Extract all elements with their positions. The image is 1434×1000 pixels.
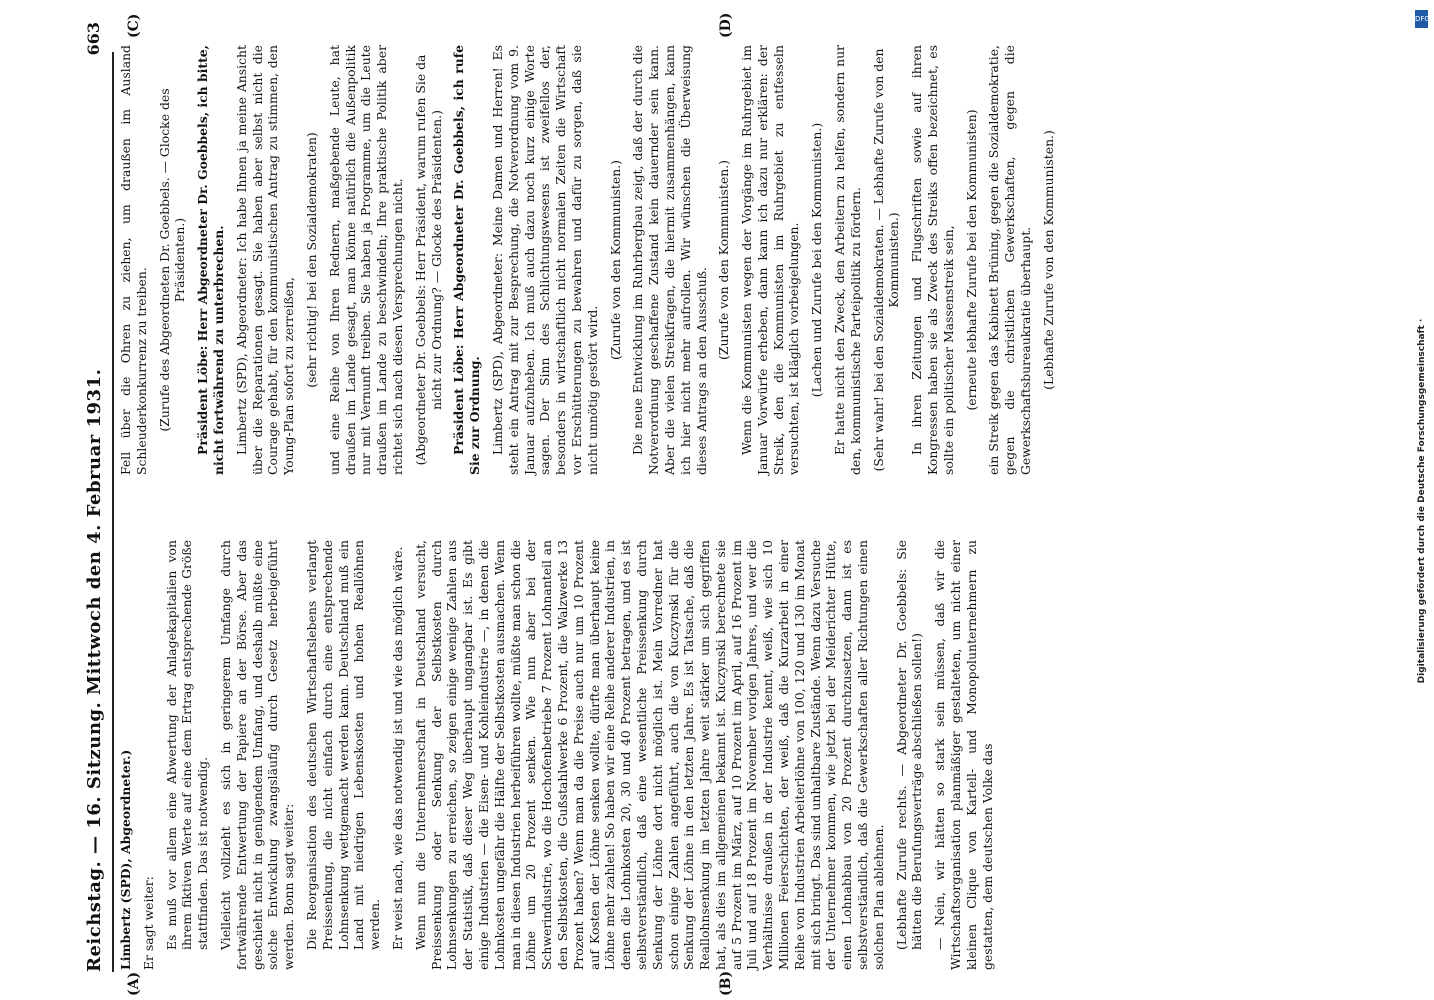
paragraph: — Nein, wir hätten so stark sein müssen, daß wir die Wirtschaftsorganisation planmäßiger gestalteten, um nicht einer kleinen Clique von Kartell- und Monopolunternehmern zu gestatten, dem deutschen Volke das: [932, 540, 995, 970]
margin-marker-b: (B): [718, 970, 734, 996]
margin-marker-c: (C): [126, 13, 142, 38]
interjection: (sehr richtig! bei den Sozialdemokraten): [303, 132, 319, 388]
interjection: (Zurufe des Abgeordneten Dr. Goebbels. — Glocke des Präsidenten.): [156, 88, 188, 432]
interjection: (Zurufe von den Kommunisten.): [607, 160, 623, 360]
running-head: Reichstag. — 16. Sitzung. Mittwoch den 4. Februar 1931.: [84, 368, 105, 972]
paragraph: In ihren Zeitungen und Flugschriften sowie auf ihren Kongressen haben sie als Zweck des Streiks offen bezeichnet, es sollte ein politischer Massenstreik sein,: [909, 45, 956, 475]
quotation: Es muß vor allem eine Abwertung der Anlagekapitalien von ihrem fiktiven Werte auf eine dem Ertrag entsprechende Größe stattfinden. Das ist notwendig.: [163, 540, 211, 950]
paragraph: Die neue Entwicklung im Ruhrbergbau zeigt, daß der durch die Notverordnung geschaffene Zustand kein dauernder sein kann. Aber die vielen Streikfragen, die hiermit zusammenhängen, kann ich hier nicht mehr aufrollen. Wir wünschen die Überweisung dieses Antrags an den Ausschuß.: [630, 45, 709, 475]
left-column: [118, 540, 1002, 970]
paragraph: Wenn die Kommunisten wegen der Vorgänge im Ruhrgebiet im Januar Vorwürfe erheben, dann kann ich dazu nur erklären: der Streik, den die Kommunisten im Ruhrgebiet zu entfesseln versuchten, ist kläglich vorbeigelungen.: [739, 45, 802, 475]
right-column: [118, 45, 1064, 475]
interjection: (Abgeordneter Dr. Goebbels: Herr Präsident, warum rufen Sie da nicht zur Ordnung? — Glocke des Präsidenten.): [412, 54, 444, 466]
paragraph: und eine Reihe von Ihren Rednern, maßgebende Leute, hat draußen im Lande gesagt, man könne natürlich die Außenpolitik nur mit Vernunft treiben. Sie haben ja Programme, um die Leute draußen im Lande zu beschwindeln; Ihre praktische Politik aber richtet sich nach diesen Versprechungen nicht.: [326, 45, 405, 475]
paragraph: Er weist nach, wie das notwendig ist und wie das möglich wäre.: [389, 546, 405, 950]
dfg-logo: DFG: [1415, 10, 1428, 28]
paragraph: Wenn nun die Unternehmerschaft in Deutschland versucht, Preissenkung oder Senkung der Selbstkosten durch Lohnsenkungen zu erreichen, so zeigen einige wenige Zahlen aus der Statistik, daß dieser Weg überhaupt ungangbar ist. Es gibt einige Industrien — die Eisen- und Kohleindustrie —, in denen die Lohnkosten ungefähr die Hälfte der Selbstkosten ausmachen. Wenn man in diesen Industrien herbeiführen wollte, müßte man schon die Löhne um 20 Prozent senken. Wie nun aber bei der Schwerindustrie, wo die Hochofenbetriebe 7 Prozent Lohnanteil an den Selbstkosten, die Gußstahlwerke 6 Prozent, die Walzwerke 13 Prozent haben? Wenn man da die Preise auch nur um 10 Prozent auf Kosten der Löhne senken wollte, dürfte man überhaupt keine Löhne mehr zahlen! So haben wir eine Reihe anderer Industrien, in denen die Lohnkosten 20, 30 und 40 Prozent betragen, und es ist selbstverständlich, daß eine wesentliche Preissenkung durch Senkung der Löhne dort nicht möglich ist. Mein Vorredner hat schon einige Zahlen angeführt, auch die von Kuczynski für die Senkung der Löhne in den letzten Jahre. Es ist Tatsache, daß die Reallohnsenkung im letzten Jahre weit stärker um sich gegriffen hat, als dies im allgemeinen bekannt ist. Kuczynski berechnete sie auf 5 Prozent im März, auf 10 Prozent im April, auf 16 Prozent im Juli und auf 18 Prozent im November vorigen Jahres, und wer die Verhältnisse draußen in der Industrie kennt, weiß, wie sich 10 Millionen Feierschichten, der weiß, daß die Kurzarbeit in einer Reihe von Industrien Arbeiterlöhne von 100, 120 und 130 im Monat mit sich bringt. Das sind unhaltbare Zustände. Wenn dazu Versuche der Unternehmer kommen, wie jetzt bei der Meiderichter Hütte, einen Lohnabbau von 20 Prozent durchzusetzen, dann ist es selbstverständlich, daß die Gewerkschaften aller Richtungen einen solchen Plan ablehnen.: [412, 540, 886, 970]
digitization-note: [1414, 6, 1430, 996]
interjection: (Lebhafte Zurufe rechts. — Abgeordneter Dr. Goebbels: Sie hätten die Berufungsverträge abschließen sollen!): [893, 540, 925, 950]
interjection: (Sehr wahr! bei den Sozialdemokraten. — Lebhafte Zurufe von den Kommunisten.): [870, 48, 902, 472]
paragraph: Limbertz (SPD), Abgeordneter: Meine Damen und Herren! Es steht ein Antrag mit zur Besprechung, die Notverordnung vom 9. Januar aufzuheben. Ich muß auch dazu noch kurz einige Worte sagen. Der Sinn des Schlichtungswesens ist zweifellos der, besonders in wirtschaftlich nicht normalen Zeiten die Wirtschaft vor Erschütterungen zu bewahren und dafür zu sorgen, daß sie nicht unnötig gestört wird.: [489, 45, 600, 475]
paragraph: ein Streik gegen das Kabinett Brüning, gegen die Sozialdemokratie, gegen die christlichen Gewerkschaften, gegen die Gewerkschaftsbureaukratie überhaupt.: [986, 45, 1034, 475]
paragraph: Er sagt weiter:: [140, 876, 156, 970]
margin-marker-a: (A): [126, 971, 142, 996]
paragraph: Fell über die Ohren zu ziehen, um draußen im Ausland Schleuderkonkurrenz zu treiben.: [118, 45, 149, 475]
president-remark: Präsident Löbe: Herr Abgeordneter Dr. Goebbels, ich bitte, nicht fortwährend zu unterbrechen.: [195, 45, 226, 475]
paragraph: Vielleicht vollzieht es sich in geringerem Umfange durch fortwährende Entwertung der Papiere an der Börse. Aber das geschieht nicht in genügendem Umfang, und deshalb müßte eine solche Entwicklung zwangsläufig durch Gesetz herbeigeführt werden. Bonn sagt weiter:: [217, 540, 297, 970]
margin-marker-d: (D): [718, 12, 734, 38]
interjection: (Lebhafte Zurufe von den Kommunisten.): [1040, 130, 1056, 390]
digitization-credit: Digitalisierung gefördert durch die Deutsche Forschungsgemeinschaft ·: [1417, 318, 1427, 684]
quotation: Die Reorganisation des deutschen Wirtschaftslebens verlangt Preissenkung, die nicht einfach durch eine entsprechende Lohnsenkung wettgemacht werden kann. Deutschland muß ein Land mit niedrigen Lebenskosten und hohen Reallöhnen werden.: [303, 540, 383, 950]
header-rule: [112, 52, 114, 972]
paragraph: Er hatte nicht den Zweck, den Arbeitern zu helfen, sondern nur den, kommunistische Parteipolitik zu fördern.: [832, 45, 863, 475]
paragraph: Limbertz (SPD), Abgeordneter: Ich habe Ihnen ja meine Ansicht über die Reparationen gesagt. Sie haben aber selbst nicht die Courage gehabt, für den kommunistischen Antrag zu stimmen, den Young-Plan sofort zu zerreißen,: [233, 45, 297, 475]
page-number: 663: [84, 22, 103, 56]
interjection: (erneute lebhafte Zurufe bei den Kommunisten): [963, 109, 979, 411]
interjection: (Lachen und Zurufe bei den Kommunisten.): [809, 122, 825, 398]
page-header: [82, 12, 114, 972]
interjection: (Zurufe von den Kommunisten.): [716, 160, 732, 360]
president-remark: Präsident Löbe: Herr Abgeordneter Dr. Goebbels, ich rufe Sie zur Ordnung.: [451, 45, 483, 475]
speaker-line: Limbertz (SPD), Abgeordneter.): [118, 749, 133, 970]
